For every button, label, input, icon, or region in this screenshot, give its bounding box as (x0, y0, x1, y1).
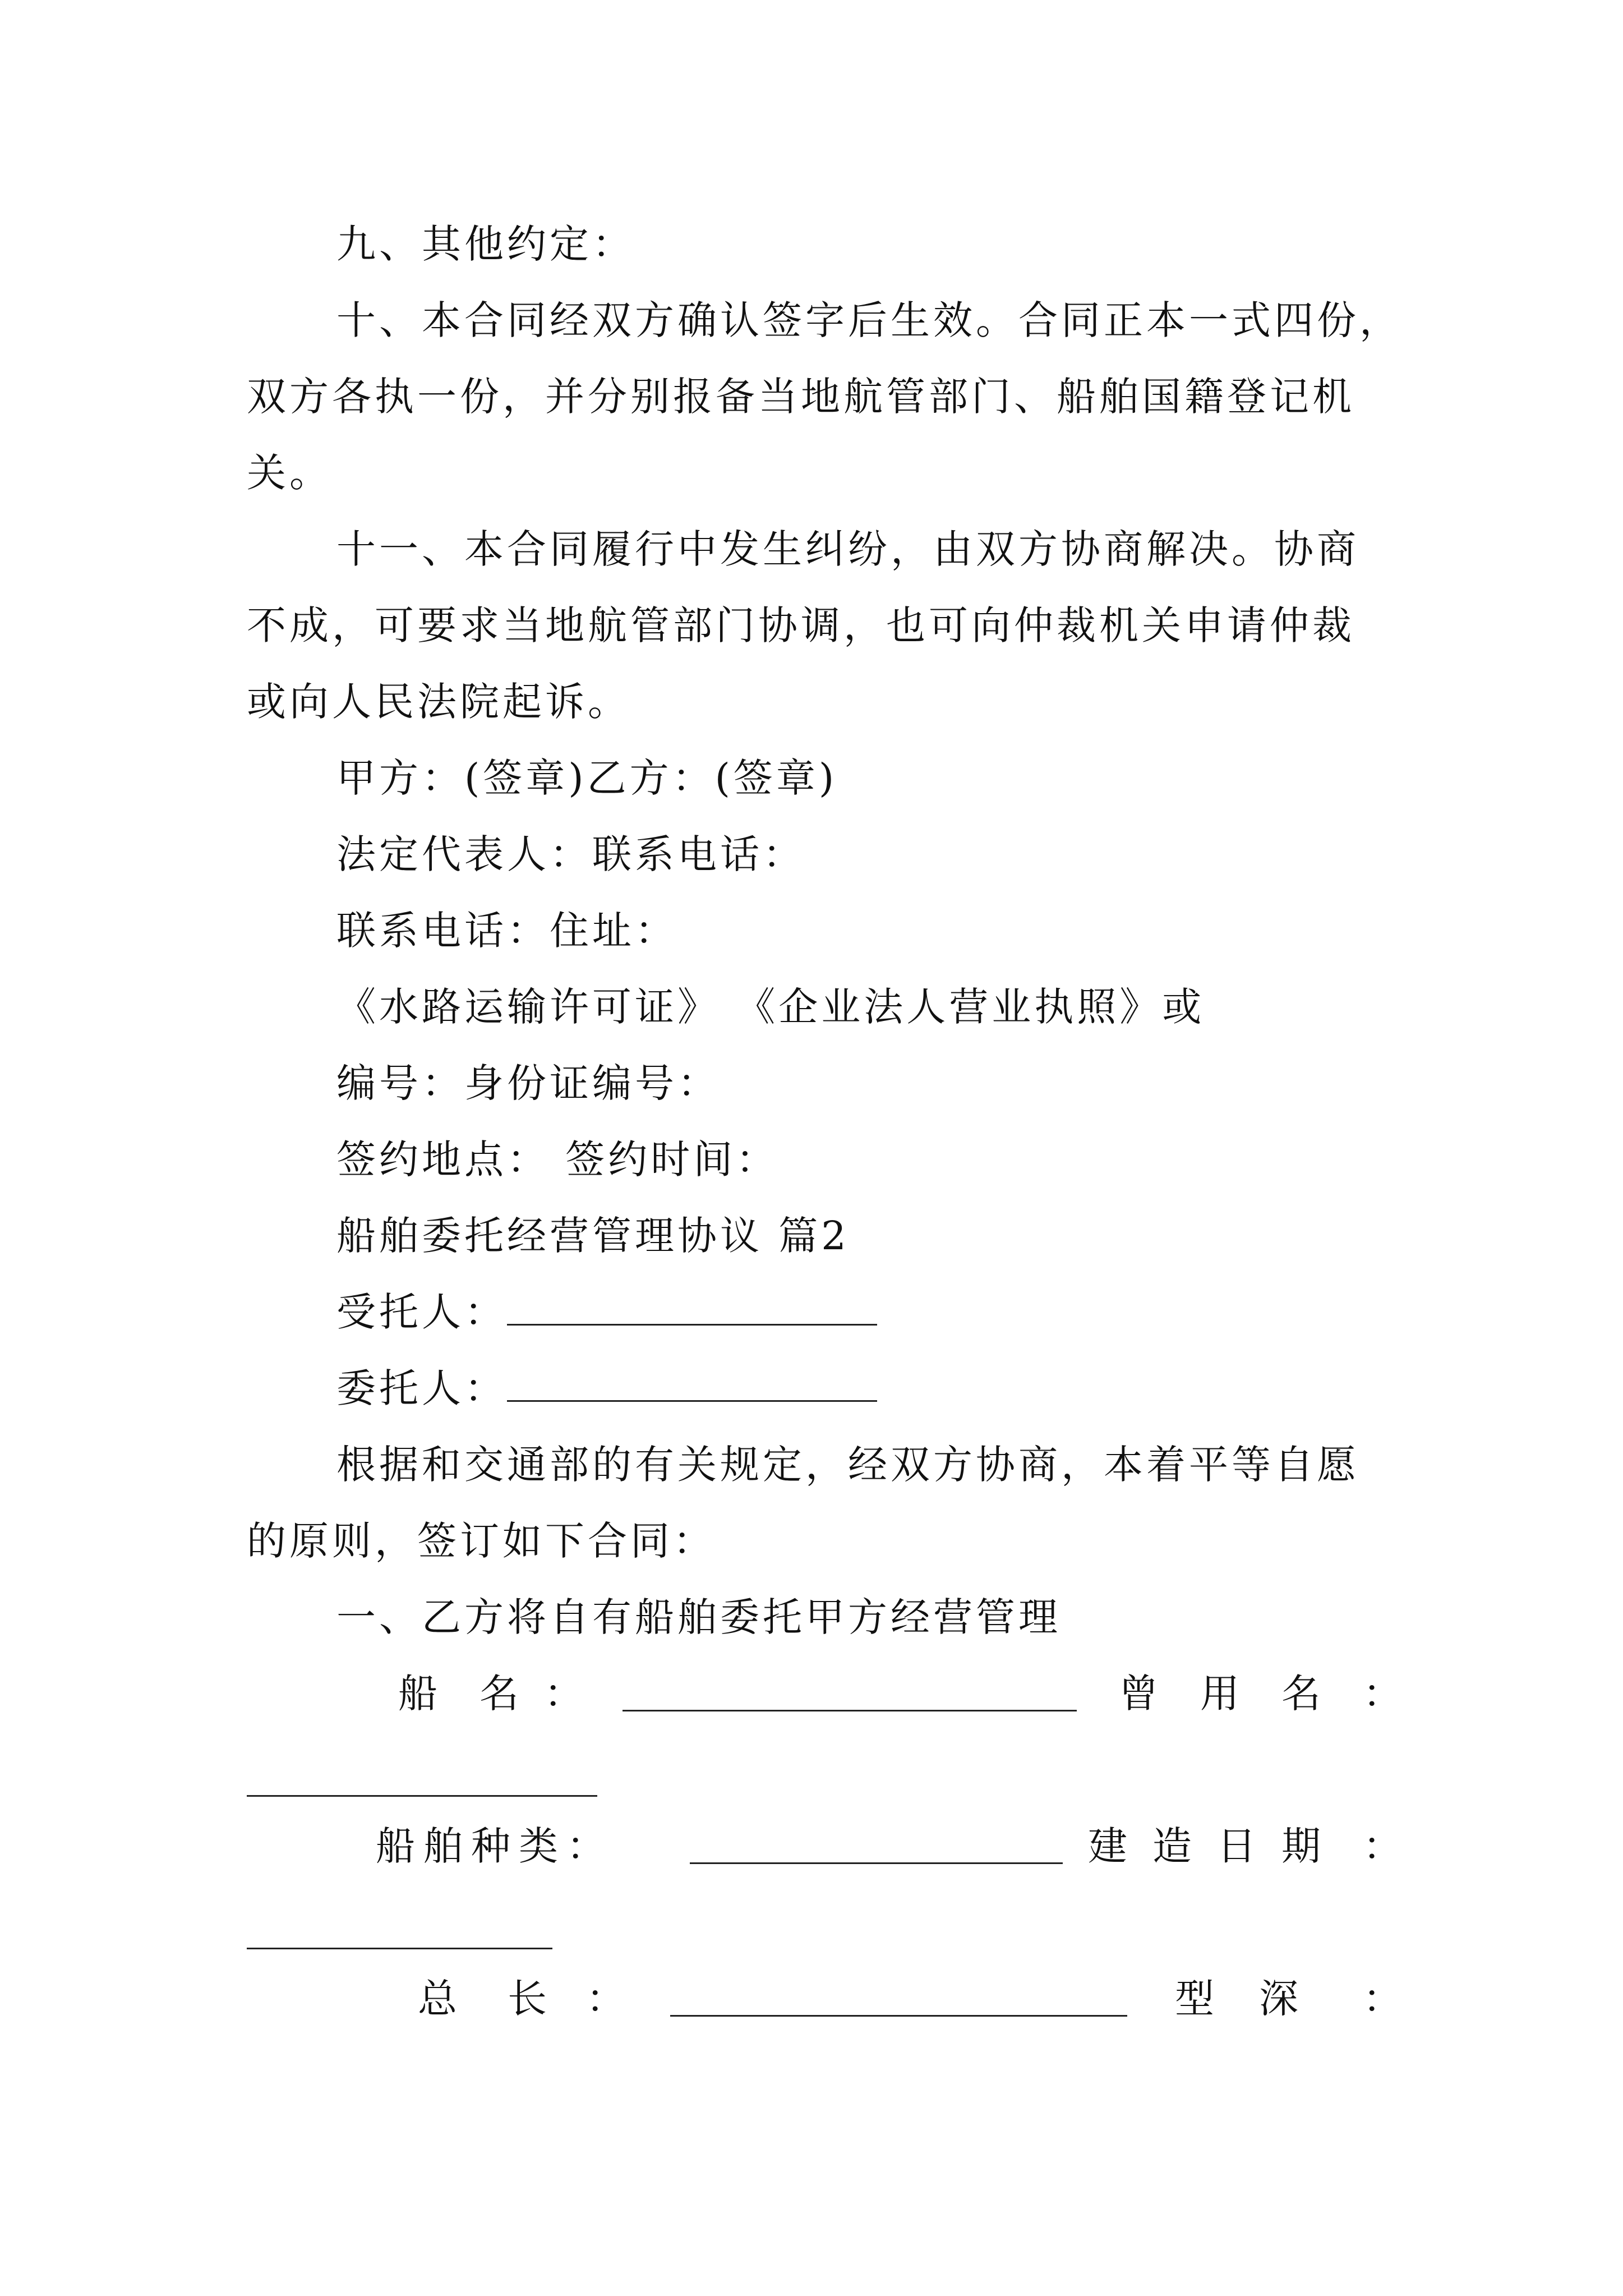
ship-type-row (336, 1822, 1402, 1870)
former-name-char: 曾 (1119, 1671, 1158, 1717)
build-date-char: 建 (1088, 1823, 1127, 1869)
ship-type-char: 船 (376, 1823, 415, 1869)
section-title: 船舶委托经营管理协议 篇2 (336, 1213, 850, 1259)
signature-parties: 甲方：(签章)乙方：(签章) (336, 755, 838, 801)
length-depth-row (336, 1975, 1402, 2023)
depth-char: 深 (1259, 1976, 1298, 2022)
clause-10-line-2: 双方各执一份，并分别报备当地航管部门、船舶国籍登记机 (247, 374, 1355, 420)
ship-type-char: 类 (519, 1823, 558, 1869)
trustee-label: 受托人： (336, 1289, 507, 1335)
former-name-char: ： (1363, 1671, 1402, 1717)
trustor-label: 委托人： (336, 1365, 507, 1411)
signature-representative: 法定代表人：联系电话： (336, 831, 805, 877)
signature-id-number: 编号：身份证编号： (336, 1060, 720, 1106)
ship-name-char: 名 (479, 1671, 519, 1717)
clause-11-line-3: 或向人民法院起诉。 (247, 679, 630, 725)
build-date-blank (247, 1948, 552, 1949)
intro-line-1: 根据和交通部的有关规定，经双方协商，本着平等自愿 (336, 1442, 1359, 1488)
ship-name-char: 船 (398, 1671, 437, 1717)
signature-place-time: 签约地点： 签约时间： (336, 1137, 779, 1182)
former-name-char: 用 (1200, 1671, 1239, 1717)
build-date-char: ： (1363, 1823, 1402, 1869)
trustee-line (336, 1288, 1391, 1336)
clause-1: 一、乙方将自有船舶委托甲方经营管理 (336, 1594, 1061, 1640)
former-name-char: 名 (1281, 1671, 1321, 1717)
ship-type-blank (690, 1862, 1063, 1864)
length-char: 总 (418, 1976, 457, 2022)
former-name-blank (247, 1795, 597, 1797)
length-char: 长 (508, 1976, 547, 2022)
signature-contact: 联系电话：住址： (336, 908, 677, 954)
ship-name-char: ： (544, 1671, 583, 1717)
ship-name-blank (623, 1710, 1077, 1711)
intro-line-2: 的原则，签订如下合同： (247, 1518, 716, 1564)
clause-10-line-3: 关。 (247, 450, 332, 496)
clause-9: 九、其他约定： (336, 221, 635, 267)
build-date-char: 造 (1152, 1823, 1192, 1869)
length-blank (670, 2015, 1127, 2017)
build-date-char: 日 (1217, 1823, 1256, 1869)
depth-char: ： (1363, 1976, 1402, 2022)
depth-char: 型 (1175, 1976, 1214, 2022)
clause-11-line-2: 不成，可要求当地航管部门协调，也可向仲裁机关申请仲裁 (247, 602, 1355, 648)
trustor-line (336, 1364, 1391, 1412)
ship-type-char: 种 (471, 1823, 510, 1869)
clause-10-line-1: 十、本合同经双方确认签字后生效。合同正本一式四份， (336, 297, 1402, 343)
ship-name-row (336, 1669, 1402, 1718)
trustee-blank (507, 1289, 877, 1326)
length-char: ： (586, 1976, 625, 2022)
signature-licenses: 《水路运输许可证》 《企业法人营业执照》或 (336, 984, 1205, 1030)
ship-type-char: 舶 (423, 1823, 463, 1869)
clause-11-line-1: 十一、本合同履行中发生纠纷，由双方协商解决。协商 (336, 526, 1359, 572)
trustor-blank (507, 1365, 877, 1402)
build-date-char: 期 (1281, 1823, 1321, 1869)
ship-type-char: ： (566, 1823, 606, 1869)
